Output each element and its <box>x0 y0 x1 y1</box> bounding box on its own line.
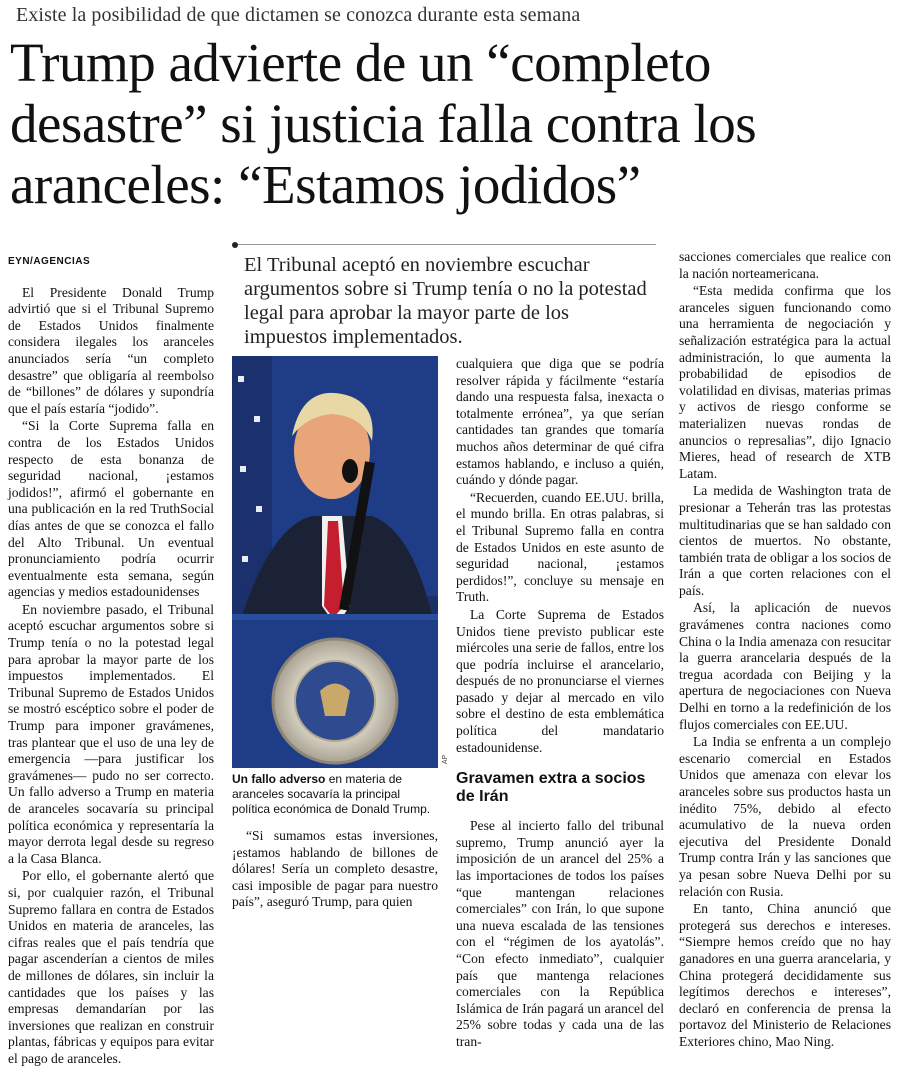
headline: Trump advierte de un “completo desastre” si justicia falla contra los aranceles: “Estamos jodidos” <box>10 32 757 215</box>
subhead: Gravamen extra a socios de Irán <box>456 770 646 806</box>
column-4 <box>679 249 891 1052</box>
paragraph: Por ello, el gobernante alertó que si, por cualquier razón, el Tribunal Supremo fallara en contra de Estados Unidos en materia de aranceles, las cifras reales que el país tendría que pagar ascenderían a cientos de miles de millones de dólares, sin incluir la cantidades que los países y las empresas demandarían por las inversiones que realizan en construir plantas, fábricas y equipos para evitar el pago de aranceles. <box>8 868 214 1066</box>
paragraph: “Esta medida confirma que los aranceles siguen funcionando como una herramienta de negociación y señalización estratégica para la actual administración, lo que aumenta la probabilidad de episodios de volatilidad en divisas, materias primas y activos de riesgo conforme se materializen nuevas rondas de anuncios o represalias”, dijo Ignacio Mieres, head of research de XTB Latam. <box>679 283 891 481</box>
paragraph: “Recuerden, cuando EE.UU. brilla, el mundo brilla. En otras palabras, si el Tribunal Supremo falla en contra de Estados Unidos en este asunto de seguridad nacional, ¡estamos perdidos!”, concluye su mensaje en Truth. <box>456 489 664 605</box>
pullquote-bullet <box>232 242 238 248</box>
pullquote-rule <box>236 244 656 245</box>
paragraph: En noviembre pasado, el Tribunal aceptó escuchar argumentos sobre si Trump tenía o no la potestad legal para aprobar la mayor parte de los impuestos implementados. El Tribunal Supremo de Estados Unidos se mostró escéptico sobre el poder de Trump para imponer gravámenes, tras plantear que el uso de una ley de emergencia —para justificar los gravámenes— pudo no ser correcto. Un fallo adverso a Trump en materia de aranceles socavaría su principal política económica y representaría la mayor derrota legal desde su regreso a la Casa Blanca. <box>8 601 214 866</box>
paragraph: Pese al incierto fallo del tribunal supremo, Trump anunció ayer la imposición de un arancel del 25% a las importaciones de todos los países “que mantengan relaciones comerciales” con Irán, lo que supone una nueva escalada de las tensiones con el “régimen de los ayatolás”. “Con efecto inmediato”, cualquier país que mantenga relaciones comerciales con la República Islámica de Irán pagará un arancel del 25% sobre todas y cada una de las tran- <box>456 818 664 1049</box>
paragraph: La medida de Washington trata de presionar a Teherán tras las protestas multitudinarias que se han saldado con cientos de muertos. No obstante, también trata de obligar a los socios de Irán a que corten relaciones con el país. <box>679 483 891 598</box>
photo-caption <box>232 772 438 817</box>
paragraph: “Si sumamos estas inversiones, ¡estamos hablando de billones de dólares! Sería un completo desastre, casi imposible de pagar para nuestro país”, aseguró Trump, para quien <box>232 828 438 910</box>
photo-illustration <box>232 356 438 768</box>
column-2 <box>232 828 438 912</box>
paragraph: cualquiera que diga que se podría resolver rápida y fácilmente “estaría dando una respuesta falsa, inexacta o totalmente errónea”, ya que serían cantidades tan grandes que tomaría muchos años determinar de qué cifra estamos hablando, e incluso a quién, cuándo y dónde pagar. <box>456 356 664 488</box>
paragraph: Así, la aplicación de nuevos gravámenes contra naciones como China o la India amenaza con resucitar la guerra arancelaria después de la tregua acordada con Beijing y la apertura de negociaciones con Nueva Delhi en torno a la redefinición de los flujos comerciales con EE.UU. <box>679 600 891 732</box>
paragraph: sacciones comerciales que realice con la nación norteamericana. <box>679 249 891 281</box>
photo-trump-podium <box>232 356 438 768</box>
paragraph: La India se enfrenta a un complejo escenario comercial en Estados Unidos que amenaza con elevar los aranceles sobre sus productos hasta un inédito 75%, debido al efecto acumulativo de la nueva orden ejecutiva del Presidente Donald Trump contra Irán y las sanciones que ya pesan sobre Nueva Delhi por su relación con Rusia. <box>679 734 891 899</box>
photo-credit: AP <box>442 754 450 765</box>
paragraph: El Presidente Donald Trump advirtió que si el Tribunal Supremo de Estados Unidos finalmente considera ilegales los aranceles anunciados sería “un completo desastre” que obligaría al reembolso de “billones” de dólares y supondría que el país estaría “jodido”. <box>8 284 214 416</box>
kicker: Existe la posibilidad de que dictamen se conozca durante esta semana <box>16 4 581 26</box>
paragraph: En tanto, China anunció que protegerá sus derechos e intereses. “Siempre hemos creído que no hay ganadores en una guerra arancelaria, y China protegerá decididamente sus legítimos derechos e intereses”, declaró en conferencia de prensa la portavoz del Ministerio de Relaciones Exteriores chino, Mao Ning. <box>679 901 891 1049</box>
caption-text: en materia de aranceles socavaría la principal política económica de Donald Trump. <box>232 772 431 816</box>
paragraph: “Si la Corte Suprema falla en contra de los Estados Unidos respecto de esta bonanza de seguridad nacional, ¡estamos jodidos!”, afirmó el gobernante en una publicación en la red TruthSocial días antes de que se conozca el fallo del Alto Tribunal. Un eventual pronunciamiento podría ocurrir eventualmente esta semana, según agencias y medios estadounidenses <box>8 418 214 600</box>
paragraph: La Corte Suprema de Estados Unidos tiene previsto publicar este miércoles una serie de fallos, entre los que podría incluirse el arancelario, después de no pronunciarse el viernes pasado y dejar al mercado en vilo sobre el destino de esta emblemática política del mandatario estadounidense. <box>456 606 664 755</box>
column-1 <box>8 252 214 1069</box>
caption-lead: Un fallo adverso <box>232 772 326 786</box>
byline: EYN/AGENCIAS <box>8 256 91 267</box>
column-3 <box>456 356 664 1052</box>
pullquote: El Tribunal aceptó en noviembre escuchar argumentos sobre si Trump tenía o no la potestad legal para aprobar la mayor parte de los impuestos implementados. <box>244 254 647 348</box>
